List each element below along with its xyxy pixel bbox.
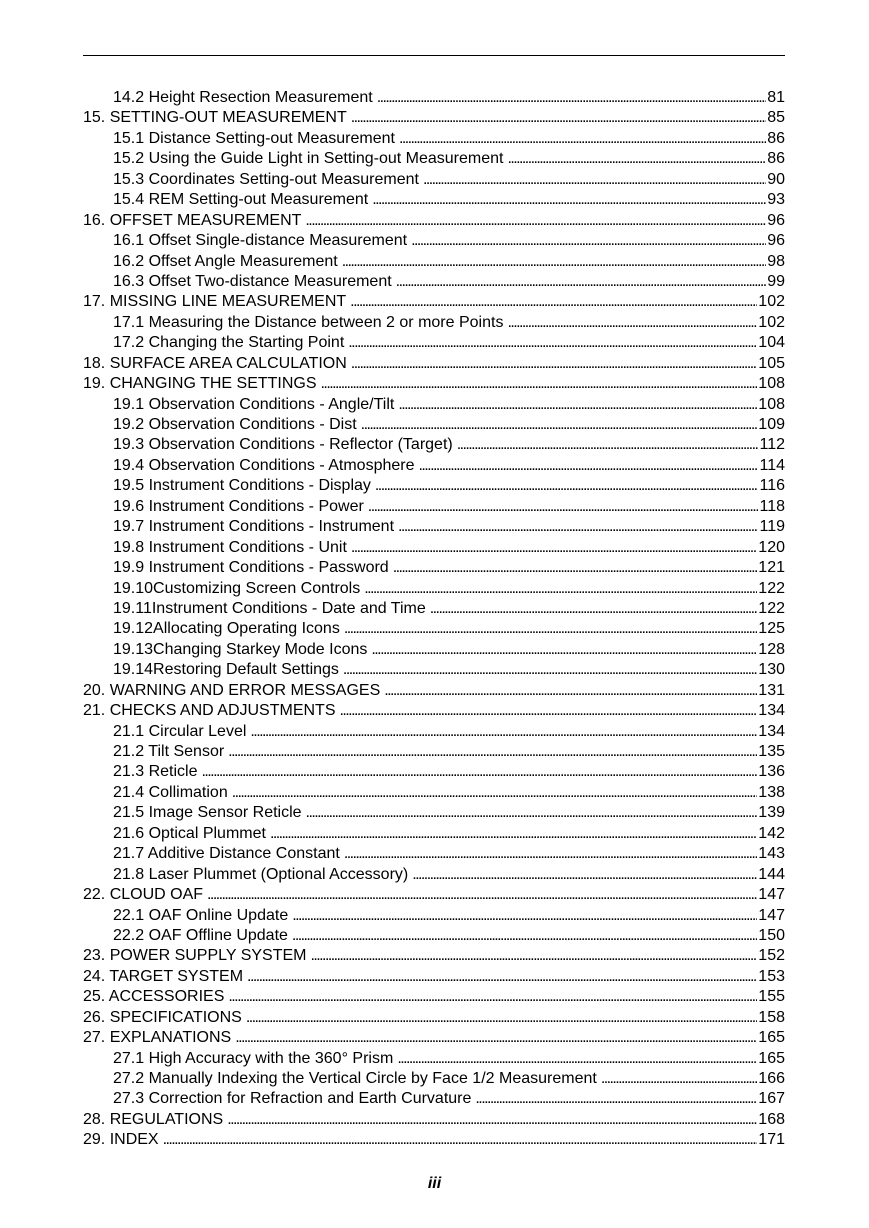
toc-entry-page: 108 (758, 375, 785, 393)
toc-subsection-entry[interactable] (83, 313, 785, 333)
toc-entry-title: 27.2 Manually Indexing the Vertical Circle by Face 1/2 Measurement (113, 1070, 597, 1087)
toc-dot-leader (384, 681, 757, 701)
toc-entry-page: 134 (758, 722, 785, 740)
toc-dot-leader (372, 190, 766, 210)
toc-dot-leader (457, 435, 759, 455)
toc-entry-page: 102 (758, 293, 785, 311)
toc-subsection-entry[interactable] (83, 129, 785, 149)
toc-entry-title: 19.12Allocating Operating Icons (113, 620, 340, 638)
toc-entry-page: 93 (767, 191, 785, 209)
toc-entry-title: 27.1 High Accuracy with the 360° Prism (113, 1049, 394, 1067)
toc-dot-leader (207, 885, 757, 905)
toc-entry-title: 23. POWER SUPPLY SYSTEM (83, 947, 307, 965)
toc-dot-leader (232, 783, 758, 803)
toc-entry-title: 15.1 Distance Setting-out Measurement (113, 129, 395, 147)
toc-subsection-entry[interactable] (83, 149, 785, 169)
toc-entry-page: 125 (758, 620, 785, 638)
toc-subsection-entry[interactable] (83, 599, 785, 619)
toc-entry-title: 16. OFFSET MEASUREMENT (83, 211, 302, 229)
toc-entry-page: 96 (767, 211, 785, 229)
toc-entry-title: 17.1 Measuring the Distance between 2 or more Points (113, 313, 504, 331)
toc-dot-leader (393, 558, 758, 578)
toc-dot-leader (351, 354, 758, 374)
toc-subsection-entry[interactable] (83, 170, 785, 190)
toc-subsection-entry[interactable] (83, 497, 785, 517)
toc-entry-title: 21.6 Optical Plummet (113, 824, 266, 842)
toc-subsection-entry[interactable] (83, 1049, 785, 1069)
toc-dot-leader (163, 1130, 758, 1150)
toc-entry-title: 19.11Instrument Conditions - Date and Time (113, 599, 426, 617)
toc-chapter-entry[interactable] (83, 987, 785, 1007)
toc-dot-leader (321, 374, 758, 394)
toc-entry-title: 15. SETTING-OUT MEASUREMENT (83, 109, 347, 127)
toc-entry-title: 19.6 Instrument Conditions - Power (113, 497, 364, 515)
toc-entry-title: 19.2 Observation Conditions - Dist (113, 416, 357, 433)
toc-subsection-entry[interactable] (83, 803, 785, 823)
toc-entry-page: 165 (758, 1029, 785, 1047)
toc-dot-leader (364, 579, 757, 599)
toc-dot-leader (411, 231, 766, 251)
toc-entry-page: 121 (758, 559, 785, 577)
toc-chapter-entry[interactable] (83, 292, 785, 312)
toc-dot-leader (423, 170, 766, 190)
toc-subsection-entry[interactable] (83, 272, 785, 292)
toc-entry-title: 25. ACCESSORIES (83, 988, 225, 1006)
toc-chapter-entry[interactable] (83, 1008, 785, 1028)
toc-entry-page: 130 (758, 661, 785, 679)
toc-entry-page: 112 (759, 436, 785, 454)
toc-subsection-entry[interactable] (83, 538, 785, 558)
toc-entry-title: 16.1 Offset Single-distance Measurement (113, 232, 408, 250)
toc-entry-title: 17. MISSING LINE MEASUREMENT (83, 293, 347, 311)
toc-entry-title: 21.5 Image Sensor Reticle (113, 804, 302, 822)
toc-subsection-entry[interactable] (83, 1069, 785, 1089)
toc-subsection-entry[interactable] (83, 722, 785, 742)
toc-chapter-entry[interactable] (83, 374, 785, 394)
toc-entry-title: 19.4 Observation Conditions - Atmosphere (113, 456, 415, 474)
toc-entry-title: 29. INDEX (83, 1131, 159, 1149)
toc-entry-page: 116 (759, 477, 785, 495)
toc-subsection-entry[interactable] (83, 190, 785, 210)
toc-dot-leader (342, 252, 766, 272)
toc-entry-page: 166 (758, 1070, 785, 1087)
toc-dot-leader (419, 456, 759, 476)
toc-entry-title: 21.4 Collimation (113, 783, 228, 801)
toc-subsection-entry[interactable] (83, 333, 785, 353)
toc-dot-leader (412, 865, 757, 885)
toc-entry-title: 21. CHECKS AND ADJUSTMENTS (83, 702, 336, 720)
toc-dot-leader (305, 211, 766, 231)
toc-subsection-entry[interactable] (83, 906, 785, 926)
toc-entry-title: 21.8 Laser Plummet (Optional Accessory) (113, 865, 409, 883)
toc-subsection-entry[interactable] (83, 558, 785, 578)
toc-chapter-entry[interactable] (83, 681, 785, 701)
toc-entry-page: 158 (758, 1008, 785, 1026)
toc-subsection-entry[interactable] (83, 435, 785, 455)
toc-subsection-entry[interactable] (83, 517, 785, 537)
toc-entry-page: 81 (767, 89, 785, 106)
toc-entry-title: 18. SURFACE AREA CALCULATION (83, 354, 347, 372)
toc-subsection-entry[interactable] (83, 926, 785, 946)
toc-entry-title: 19.7 Instrument Conditions - Instrument (113, 518, 395, 536)
toc-entry-page: 136 (758, 763, 785, 781)
toc-subsection-entry[interactable] (83, 415, 785, 435)
toc-entry-title: 19.9 Instrument Conditions - Password (113, 559, 389, 577)
toc-entry-page: 104 (758, 334, 785, 352)
toc-dot-leader (246, 1008, 757, 1028)
toc-entry-page: 165 (758, 1049, 785, 1067)
toc-chapter-entry[interactable] (83, 354, 785, 374)
toc-chapter-entry[interactable] (83, 1130, 785, 1150)
toc-entry-title: 19.13Changing Starkey Mode Icons (113, 640, 368, 658)
toc-entry-page: 171 (758, 1131, 785, 1149)
toc-entry-title: 21.7 Additive Distance Constant (113, 845, 340, 863)
toc-entry-title: 19.8 Instrument Conditions - Unit (113, 538, 347, 556)
toc-subsection-entry[interactable] (83, 640, 785, 660)
toc-dot-leader (601, 1069, 757, 1089)
toc-subsection-entry[interactable] (83, 865, 785, 885)
toc-entry-page: 105 (758, 354, 785, 372)
toc-subsection-entry[interactable] (83, 824, 785, 844)
toc-entry-page: 86 (767, 129, 785, 147)
toc-chapter-entry[interactable] (83, 211, 785, 231)
toc-entry-page: 118 (759, 497, 785, 515)
toc-entry-page: 147 (758, 886, 785, 904)
toc-dot-leader (350, 292, 757, 312)
toc-dot-leader (247, 967, 757, 987)
toc-chapter-entry[interactable] (83, 1028, 785, 1048)
toc-entry-page: 99 (767, 272, 785, 290)
toc-entry-title: 17.2 Changing the Starting Point (113, 334, 345, 352)
toc-subsection-entry[interactable] (83, 1089, 785, 1109)
toc-dot-leader (430, 599, 758, 619)
toc-entry-title: 22.2 OAF Offline Update (113, 926, 288, 944)
toc-entry-title: 22.1 OAF Online Update (113, 906, 289, 924)
page-number: iii (427, 1175, 442, 1192)
toc-entry-title: 19.3 Observation Conditions - Reflector (Target) (113, 436, 453, 454)
toc-subsection-entry[interactable] (83, 660, 785, 680)
toc-dot-leader (361, 415, 758, 435)
toc-dot-leader (475, 1089, 757, 1109)
toc-entry-title: 19.1 Observation Conditions - Angle/Tilt (113, 395, 395, 413)
toc-entry-title: 24. TARGET SYSTEM (83, 967, 244, 985)
toc-dot-leader (397, 1049, 757, 1069)
toc-chapter-entry[interactable] (83, 108, 785, 128)
toc-entry-page: 150 (758, 926, 785, 944)
toc-subsection-entry[interactable] (83, 476, 785, 496)
toc-subsection-entry[interactable] (83, 88, 785, 108)
toc-entry-page: 131 (758, 681, 785, 699)
toc-subsection-entry[interactable] (83, 783, 785, 803)
toc-entry-title: 15.2 Using the Guide Light in Setting-out Measurement (113, 150, 504, 168)
toc-chapter-entry[interactable] (83, 967, 785, 987)
toc-dot-leader (292, 906, 757, 926)
toc-entry-page: 128 (758, 640, 785, 658)
toc-dot-leader (343, 660, 757, 680)
toc-entry-page: 119 (759, 518, 785, 536)
toc-subsection-entry[interactable] (83, 231, 785, 251)
toc-chapter-entry[interactable] (83, 946, 785, 966)
toc-entry-page: 152 (758, 947, 785, 965)
toc-subsection-entry[interactable] (83, 395, 785, 415)
toc-subsection-entry[interactable] (83, 742, 785, 762)
toc-entry-page: 122 (758, 599, 785, 617)
toc-dot-leader (340, 701, 758, 721)
toc-entry-title: 19. CHANGING THE SETTINGS (83, 375, 317, 393)
toc-entry-page: 102 (758, 313, 785, 331)
toc-entry-title: 27.3 Correction for Refraction and Earth Curvature (113, 1090, 472, 1108)
toc-entry-page: 139 (758, 804, 785, 822)
toc-chapter-entry[interactable] (83, 885, 785, 905)
toc-dot-leader (227, 1110, 757, 1130)
toc-entry-title: 14.2 Height Resection Measurement (113, 89, 373, 106)
toc-entry-title: 16.2 Offset Angle Measurement (113, 252, 338, 270)
toc-subsection-entry[interactable] (83, 579, 785, 599)
toc-subsection-entry[interactable] (83, 252, 785, 272)
toc-entry-page: 147 (758, 906, 785, 924)
toc-dot-leader (351, 538, 757, 558)
toc-entry-page: 114 (759, 456, 785, 474)
toc-entry-title: 16.3 Offset Two-distance Measurement (113, 272, 392, 290)
toc-dot-leader (228, 742, 757, 762)
toc-dot-leader (398, 395, 757, 415)
toc-entry-title: 26. SPECIFICATIONS (83, 1008, 242, 1026)
toc-entry-page: 122 (758, 579, 785, 597)
toc-entry-title: 21.3 Reticle (113, 763, 198, 781)
toc-dot-leader (344, 619, 757, 639)
table-of-contents (83, 88, 785, 1151)
toc-entry-page: 135 (758, 743, 785, 760)
toc-entry-title: 21.1 Circular Level (113, 722, 247, 740)
toc-entry-page: 138 (758, 783, 785, 801)
toc-entry-page: 134 (758, 702, 785, 720)
header-rule (83, 55, 785, 56)
toc-dot-leader (344, 844, 757, 864)
toc-entry-title: 19.14Restoring Default Settings (113, 661, 339, 679)
toc-entry-title: 19.10Customizing Screen Controls (113, 579, 361, 597)
toc-subsection-entry[interactable] (83, 456, 785, 476)
toc-subsection-entry[interactable] (83, 619, 785, 639)
toc-dot-leader (270, 824, 757, 844)
toc-subsection-entry[interactable] (83, 762, 785, 782)
toc-chapter-entry[interactable] (83, 701, 785, 721)
toc-entry-page: 144 (758, 865, 785, 883)
toc-dot-leader (228, 987, 757, 1007)
toc-entry-page: 168 (758, 1110, 785, 1128)
toc-dot-leader (371, 640, 757, 660)
toc-entry-page: 153 (758, 967, 785, 985)
toc-entry-title: 15.4 REM Setting-out Measurement (113, 191, 369, 209)
toc-entry-page: 96 (767, 232, 785, 250)
toc-entry-page: 85 (767, 109, 785, 127)
toc-entry-title: 15.3 Coordinates Setting-out Measurement (113, 170, 419, 188)
toc-entry-page: 155 (758, 988, 785, 1006)
toc-entry-title: 21.2 Tilt Sensor (113, 743, 225, 760)
toc-dot-leader (398, 517, 758, 537)
toc-entry-title: 22. CLOUD OAF (83, 886, 204, 904)
toc-dot-leader (250, 722, 757, 742)
toc-entry-title: 20. WARNING AND ERROR MESSAGES (83, 681, 381, 699)
toc-subsection-entry[interactable] (83, 844, 785, 864)
toc-dot-leader (507, 149, 766, 169)
toc-chapter-entry[interactable] (83, 1110, 785, 1130)
toc-dot-leader (235, 1028, 757, 1048)
toc-entry-page: 167 (758, 1090, 785, 1108)
toc-entry-page: 109 (758, 416, 785, 433)
toc-dot-leader (507, 313, 757, 333)
toc-entry-page: 98 (767, 252, 785, 270)
toc-dot-leader (348, 333, 757, 353)
toc-entry-page: 120 (758, 538, 785, 556)
toc-entry-title: 27. EXPLANATIONS (83, 1029, 232, 1047)
toc-dot-leader (306, 803, 758, 823)
toc-entry-title: 19.5 Instrument Conditions - Display (113, 477, 371, 495)
toc-entry-page: 143 (758, 845, 785, 863)
toc-entry-page: 86 (767, 150, 785, 168)
toc-dot-leader (375, 476, 759, 496)
toc-dot-leader (368, 497, 759, 517)
toc-dot-leader (399, 129, 766, 149)
toc-entry-page: 90 (767, 170, 785, 188)
toc-dot-leader (351, 108, 766, 128)
toc-dot-leader (377, 88, 767, 108)
toc-dot-leader (292, 926, 757, 946)
toc-dot-leader (202, 762, 758, 782)
toc-entry-page: 142 (758, 824, 785, 842)
toc-dot-leader (396, 272, 767, 292)
toc-entry-title: 28. REGULATIONS (83, 1110, 224, 1128)
toc-dot-leader (310, 946, 757, 966)
toc-entry-page: 108 (758, 395, 785, 413)
